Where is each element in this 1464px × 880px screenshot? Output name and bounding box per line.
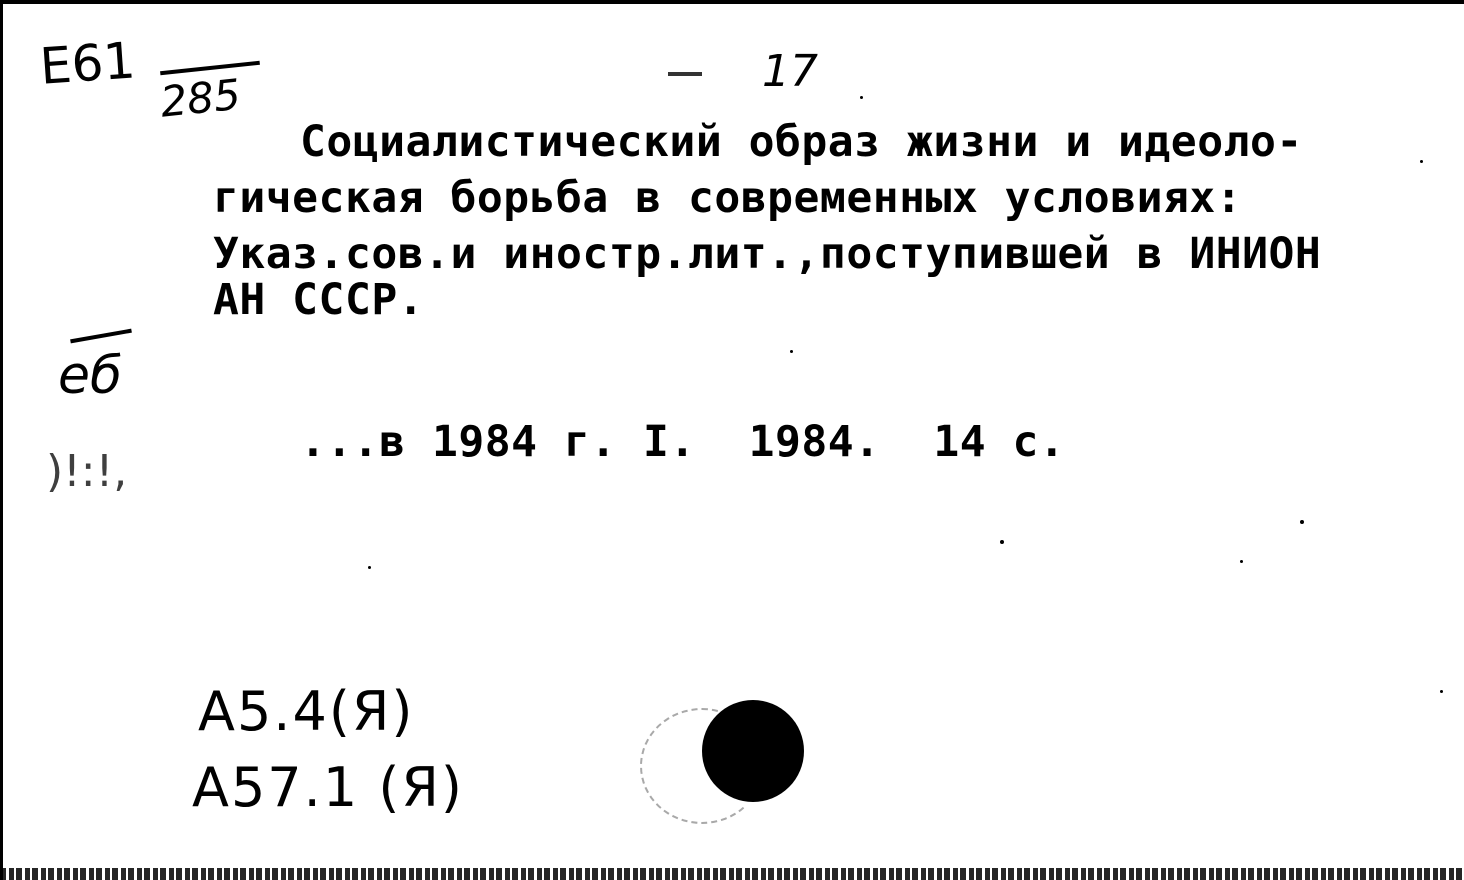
page-number-dash bbox=[668, 72, 702, 76]
volume-line: ...в 1984 г. I. 1984. 14 с. bbox=[300, 417, 1066, 467]
classification-code-1: А5.4(Я) bbox=[198, 680, 415, 743]
title-line-4: АН СССР. bbox=[213, 275, 425, 325]
call-number-sub: 285 bbox=[158, 69, 243, 127]
scan-speck bbox=[1000, 540, 1004, 544]
scan-speck bbox=[1300, 520, 1304, 524]
scan-speck bbox=[790, 350, 793, 353]
copies-mark-bar bbox=[70, 329, 132, 344]
copies-mark: еб bbox=[58, 346, 123, 406]
call-number: E61 bbox=[38, 31, 138, 96]
page-number: 17 bbox=[762, 46, 818, 97]
scan-speck bbox=[860, 96, 863, 99]
punch-hole bbox=[702, 700, 804, 802]
handwritten-scribble: )!:!, bbox=[46, 446, 128, 497]
title-line-1: Социалистический образ жизни и идеоло- bbox=[300, 117, 1303, 167]
card-top-edge bbox=[0, 0, 1464, 4]
classification-code-2: А57.1 (Я) bbox=[192, 756, 464, 819]
title-line-2: гическая борьба в современных условиях: bbox=[213, 173, 1243, 223]
scan-speck bbox=[1420, 160, 1423, 163]
title-line-3: Указ.сов.и иностр.лит.,поступившей в ИНИОН bbox=[213, 229, 1322, 279]
scan-speck bbox=[368, 566, 371, 569]
scan-speck bbox=[1440, 690, 1443, 693]
card-left-edge bbox=[0, 0, 3, 880]
card-bottom-edge bbox=[0, 868, 1464, 880]
scan-speck bbox=[1240, 560, 1243, 563]
